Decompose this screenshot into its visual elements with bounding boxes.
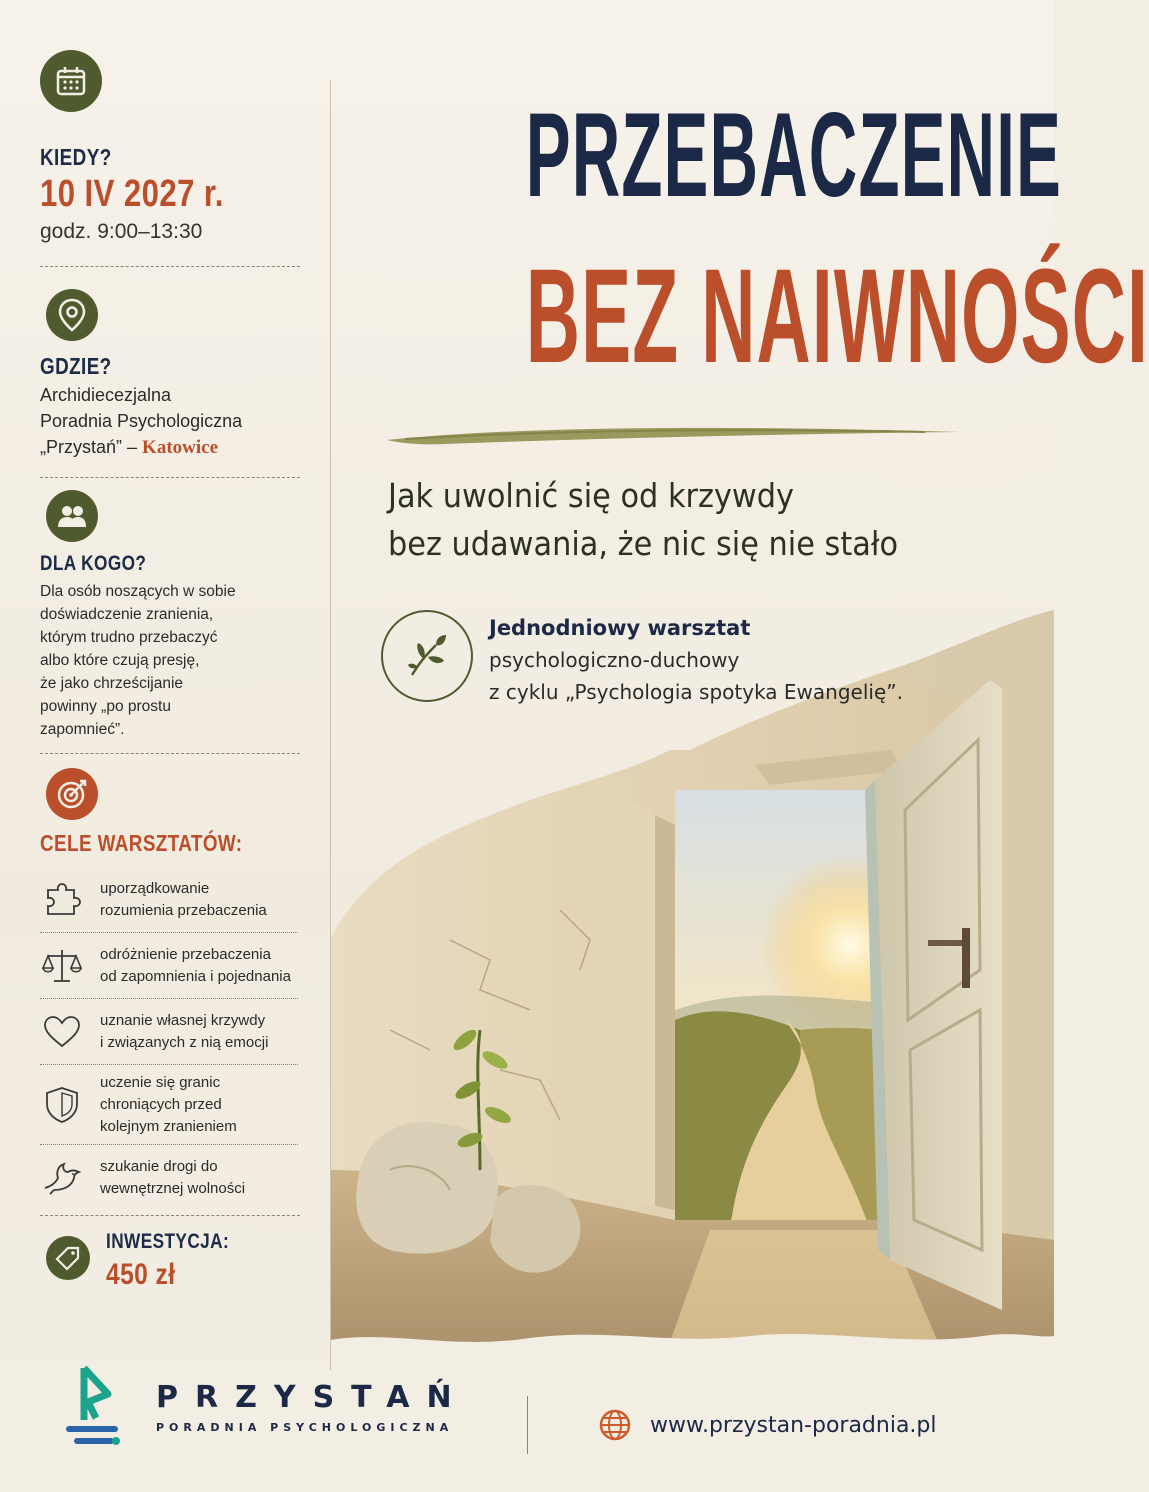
goals-label: CELE WARSZTATÓW: (40, 830, 243, 856)
goal-text: odróżnienie przebaczenia (100, 945, 271, 963)
brand-name: PRZYSTAŃ (156, 1380, 469, 1415)
venue-line: Poradnia Psychologiczna (40, 411, 243, 431)
audience-line: doświadczenie zranienia, (40, 606, 214, 623)
globe-icon (598, 1408, 632, 1442)
goal-text: rozumienia przebaczenia (100, 901, 267, 919)
audience-label: DLA KOGO? (40, 552, 147, 575)
location-pin-icon (46, 289, 98, 341)
investment-label: INWESTYCJA: (106, 1230, 230, 1253)
workshop-line: z cyklu „Psychologia spotyka Ewangelię”. (489, 680, 903, 704)
brand-logo (62, 1362, 469, 1452)
footer (0, 1340, 1054, 1492)
venue-line: Archidiecezjalna (40, 385, 172, 405)
goal-text: uporządkowanie (100, 879, 210, 897)
audience-line: albo które czują presję, (40, 652, 200, 669)
goal-text: od zapomnienia i pojednania (100, 967, 291, 985)
goal-item (40, 1145, 298, 1211)
audience-line: którym trudno przebaczyć (40, 629, 218, 646)
when-label: KIEDY? (40, 144, 112, 170)
goal-item (40, 933, 298, 999)
venue-city: Katowice (142, 437, 219, 458)
leaf-icon (381, 610, 473, 702)
target-icon (46, 768, 98, 820)
info-column (40, 50, 302, 1292)
audience-line: Dla osób noszących w sobie (40, 583, 236, 600)
goal-text: wewnętrznej wolności (100, 1180, 246, 1197)
przystan-logo-icon (62, 1362, 122, 1452)
website-url[interactable]: www.przystan-poradnia.pl (650, 1412, 937, 1438)
event-hours: godz. 9:00–13:30 (40, 220, 203, 243)
audience-line: że jako chrześcijanie (40, 675, 184, 692)
price-tag-icon (46, 1236, 90, 1280)
website-link[interactable] (598, 1408, 937, 1442)
goal-text: kolejnym zranieniem (100, 1117, 237, 1135)
audience-section (40, 490, 302, 741)
audience-line: powinny „po prostu (40, 698, 171, 715)
people-icon (46, 490, 98, 542)
column-divider (330, 80, 331, 1370)
main-title-line2: BEZ NAIWNOŚCI (525, 242, 1149, 391)
goal-text: i związanych z nią emocji (100, 1033, 269, 1051)
goal-text: uznanie własnej krzywdy (100, 1011, 266, 1029)
goal-text: szukanie drogi do (100, 1158, 218, 1175)
event-date: 10 IV 2027 r. (40, 173, 224, 215)
subtitle-line: Jak uwolnić się od krzywdy (388, 476, 795, 515)
where-label: GDZIE? (40, 353, 112, 379)
audience-line: zapomnieć”. (40, 721, 125, 738)
goal-item (40, 1065, 298, 1145)
puzzle-icon (40, 878, 84, 922)
brush-stroke-divider (385, 420, 965, 450)
goal-text: uczenie się granic (100, 1073, 221, 1091)
workshop-type: Jednodniowy warsztat (489, 616, 751, 640)
section-divider (40, 266, 300, 267)
investment-price: 450 zł (106, 1258, 176, 1291)
venue-address (40, 382, 302, 461)
investment-section (40, 1230, 302, 1292)
scales-icon (40, 944, 84, 988)
when-section (40, 50, 302, 244)
shield-icon (40, 1083, 84, 1127)
workshop-info (381, 610, 903, 708)
goals-section (40, 768, 302, 1211)
heart-icon (40, 1010, 84, 1054)
goal-text: chroniących przed (100, 1095, 222, 1113)
calendar-icon (40, 50, 102, 112)
subtitle-line: bez udawania, że nic się nie stało (388, 524, 899, 563)
section-divider (40, 477, 300, 478)
bird-icon (40, 1156, 84, 1200)
subtitle (388, 472, 977, 568)
brand-subtitle: PORADNIA PSYCHOLOGICZNA (156, 1421, 454, 1434)
goal-item (40, 999, 298, 1065)
venue-line: „Przystań” – (40, 437, 138, 457)
goal-item (40, 867, 298, 933)
where-section (40, 289, 302, 461)
footer-divider (527, 1396, 528, 1454)
main-title-line1: PRZEBACZENIE (525, 88, 1062, 222)
audience-description (40, 580, 302, 741)
section-divider (40, 1215, 300, 1216)
section-divider (40, 753, 300, 754)
door-illustration (330, 610, 1054, 1370)
goals-list (40, 867, 302, 1211)
workshop-line: psychologiczno-duchowy (489, 648, 740, 672)
